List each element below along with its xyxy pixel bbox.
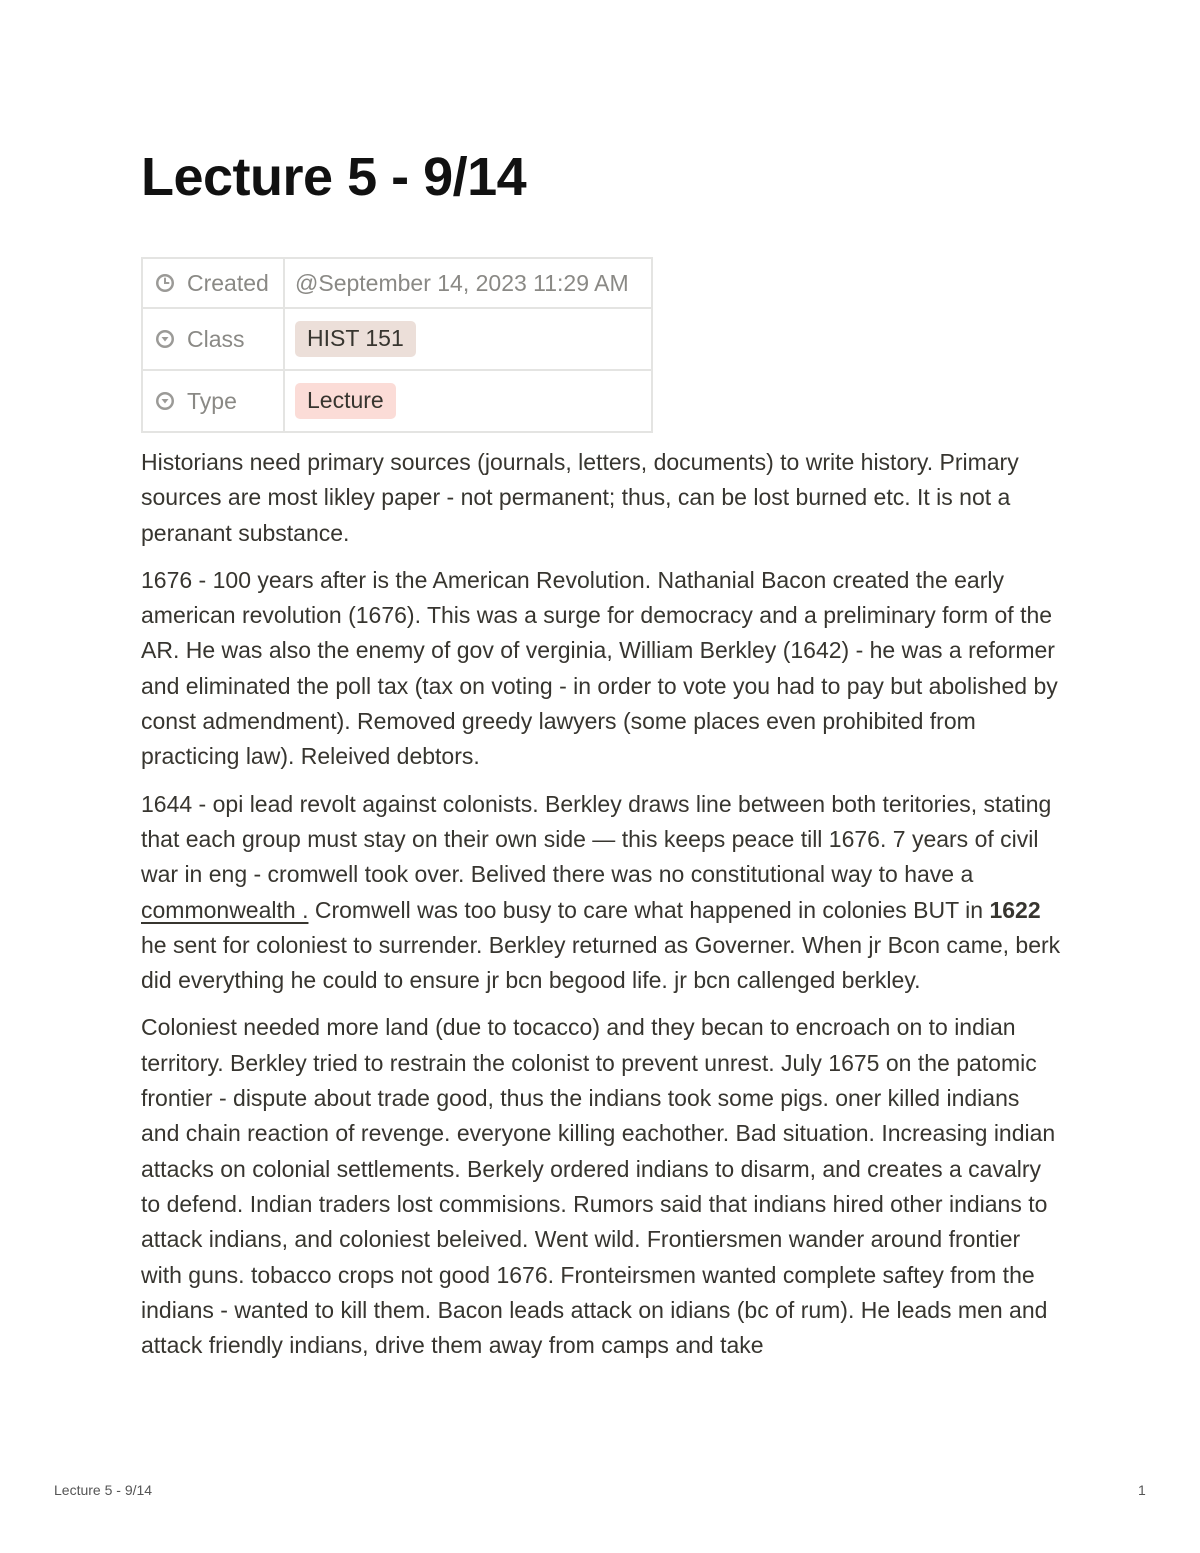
paragraph: Coloniest needed more land (due to tocacco) and they becan to encroach on to indian territory. Berkley tried to restrain the colonist to prevent unrest. July 1675 on the patomic frontier - dispute about trade good, thus the indians took some pigs. oner killed indians and chain reaction of revenge. everyone killing eachother. Bad situation. Increasing indian attacks on colonial settlements. Berkely ordered indians to disarm, and creates a cavalry to defend. Indian traders lost commisions. Rumors said that indians hired other indians to attack indians, and coloniest beleived. Went wild. Frontiersmen wander around frontier with guns. tobacco crops not good 1676. Fronteirsmen wanted complete saftey from the indians - wanted to kill them. Bacon leads attack on idians (bc of rum). He leads men and attack friendly indians, drive them away from camps and take [141,1014,1056,1359]
property-key-created [142,258,284,308]
property-label: Created [187,269,269,296]
property-key-type [142,370,284,432]
property-label: Type [187,387,237,414]
type-tag[interactable]: Lecture [295,383,396,419]
property-row-created [142,258,652,308]
underlined-text: commonwealth . [141,896,309,923]
paragraph [141,787,1061,999]
property-value-type [284,370,652,432]
select-icon [155,391,175,411]
footer-page-number: 1 [1138,1482,1146,1498]
properties-table [141,257,653,433]
paragraph-text: Cromwell was too busy to care what happened in colonies BUT in [308,896,990,923]
property-row-type [142,370,652,432]
paragraph-text: he sent for coloniest to surrender. Berkley returned as Governer. When jr Bcon came, berk did everything he could to ensure jr bcn begood life. jr bcn callenged berkley. [141,931,1061,994]
property-value-created: @September 14, 2023 11:29 AM [284,258,652,308]
class-tag[interactable]: HIST 151 [295,321,416,357]
property-row-class [142,308,652,370]
note-body [141,445,1061,1375]
bold-text: 1622 [989,896,1041,923]
property-value-class [284,308,652,370]
property-key-class [142,308,284,370]
footer-doc-title: Lecture 5 - 9/14 [54,1482,153,1498]
select-icon [155,329,175,349]
property-label: Class [187,325,245,352]
paragraph: 1676 - 100 years after is the American Revolution. Nathanial Bacon created the early american revolution (1676). This was a surge for democracy and a preliminary form of the AR. He was also the enemy of gov of verginia, William Berkley (1642) - he was a reformer and eliminated the poll tax (tax on voting - in order to vote you had to pay but abolished by const admendment). Removed greedy lawyers (some places even prohibited from practicing law). Releived debtors. [141,566,1058,770]
page-title: Lecture 5 - 9/14 [141,147,527,207]
clock-icon [155,273,175,293]
paragraph: Historians need primary sources (journals, letters, documents) to write history. Primary sources are most likley paper - not permanent; thus, can be lost burned etc. It is not a peranant substance. [141,449,1019,546]
paragraph-text: 1644 - opi lead revolt against colonists. Berkley draws line between both teritories, stating that each group must stay on their own side — this keeps peace till 1676. 7 years of civil war in eng - cromwell took over. Belived there was no constitutional way to have a [141,790,1052,888]
